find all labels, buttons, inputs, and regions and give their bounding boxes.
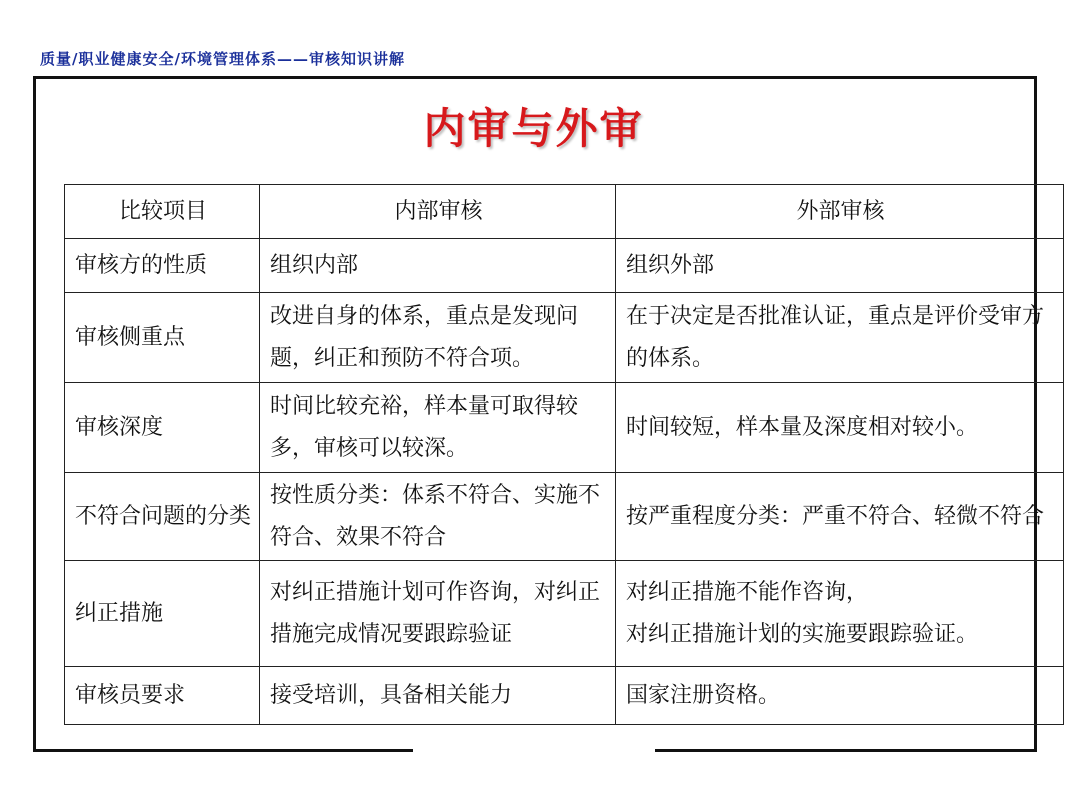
row-label-cell: 不符合问题的分类 [65,473,260,561]
table-row [65,383,1064,473]
external-audit-cell: 按严重程度分类：严重不符合、轻微不符合 [616,473,1064,561]
table-row [65,293,1064,383]
internal-audit-cell: 时间比较充裕，样本量可取得较多，审核可以较深。 [260,383,616,473]
table-header-row [65,185,1064,239]
table-row [65,473,1064,561]
external-audit-cell: 对纠正措施不能作咨询， 对纠正措施计划的实施要跟踪验证。 [616,561,1064,667]
row-label-cell: 审核深度 [65,383,260,473]
external-audit-cell: 国家注册资格。 [616,667,1064,725]
table-row [65,561,1064,667]
comparison-table [64,184,1064,725]
page-header: 质量/职业健康安全/环境管理体系——审核知识讲解 [40,50,405,68]
header-cell-external-audit: 外部审核 [616,185,1064,239]
internal-audit-cell: 接受培训，具备相关能力 [260,667,616,725]
header-cell-internal-audit: 内部审核 [260,185,616,239]
row-label-cell: 审核侧重点 [65,293,260,383]
internal-audit-cell: 改进自身的体系，重点是发现问题，纠正和预防不符合项。 [260,293,616,383]
row-label-cell: 纠正措施 [65,561,260,667]
slide-title: 内审与外审 [423,104,644,153]
external-audit-cell: 组织外部 [616,239,1064,293]
frame-bottom-border-right [655,749,1037,752]
internal-audit-cell: 按性质分类：体系不符合、实施不符合、效果不符合 [260,473,616,561]
row-label-cell: 审核方的性质 [65,239,260,293]
external-audit-cell: 时间较短，样本量及深度相对较小。 [616,383,1064,473]
row-label-cell: 审核员要求 [65,667,260,725]
internal-audit-cell: 组织内部 [260,239,616,293]
external-audit-cell: 在于决定是否批准认证，重点是评价受审方的体系。 [616,293,1064,383]
table-row [65,667,1064,725]
internal-audit-cell: 对纠正措施计划可作咨询，对纠正措施完成情况要跟踪验证 [260,561,616,667]
header-cell-item: 比较项目 [65,185,260,239]
table-row [65,239,1064,293]
frame-bottom-border-left [33,749,413,752]
